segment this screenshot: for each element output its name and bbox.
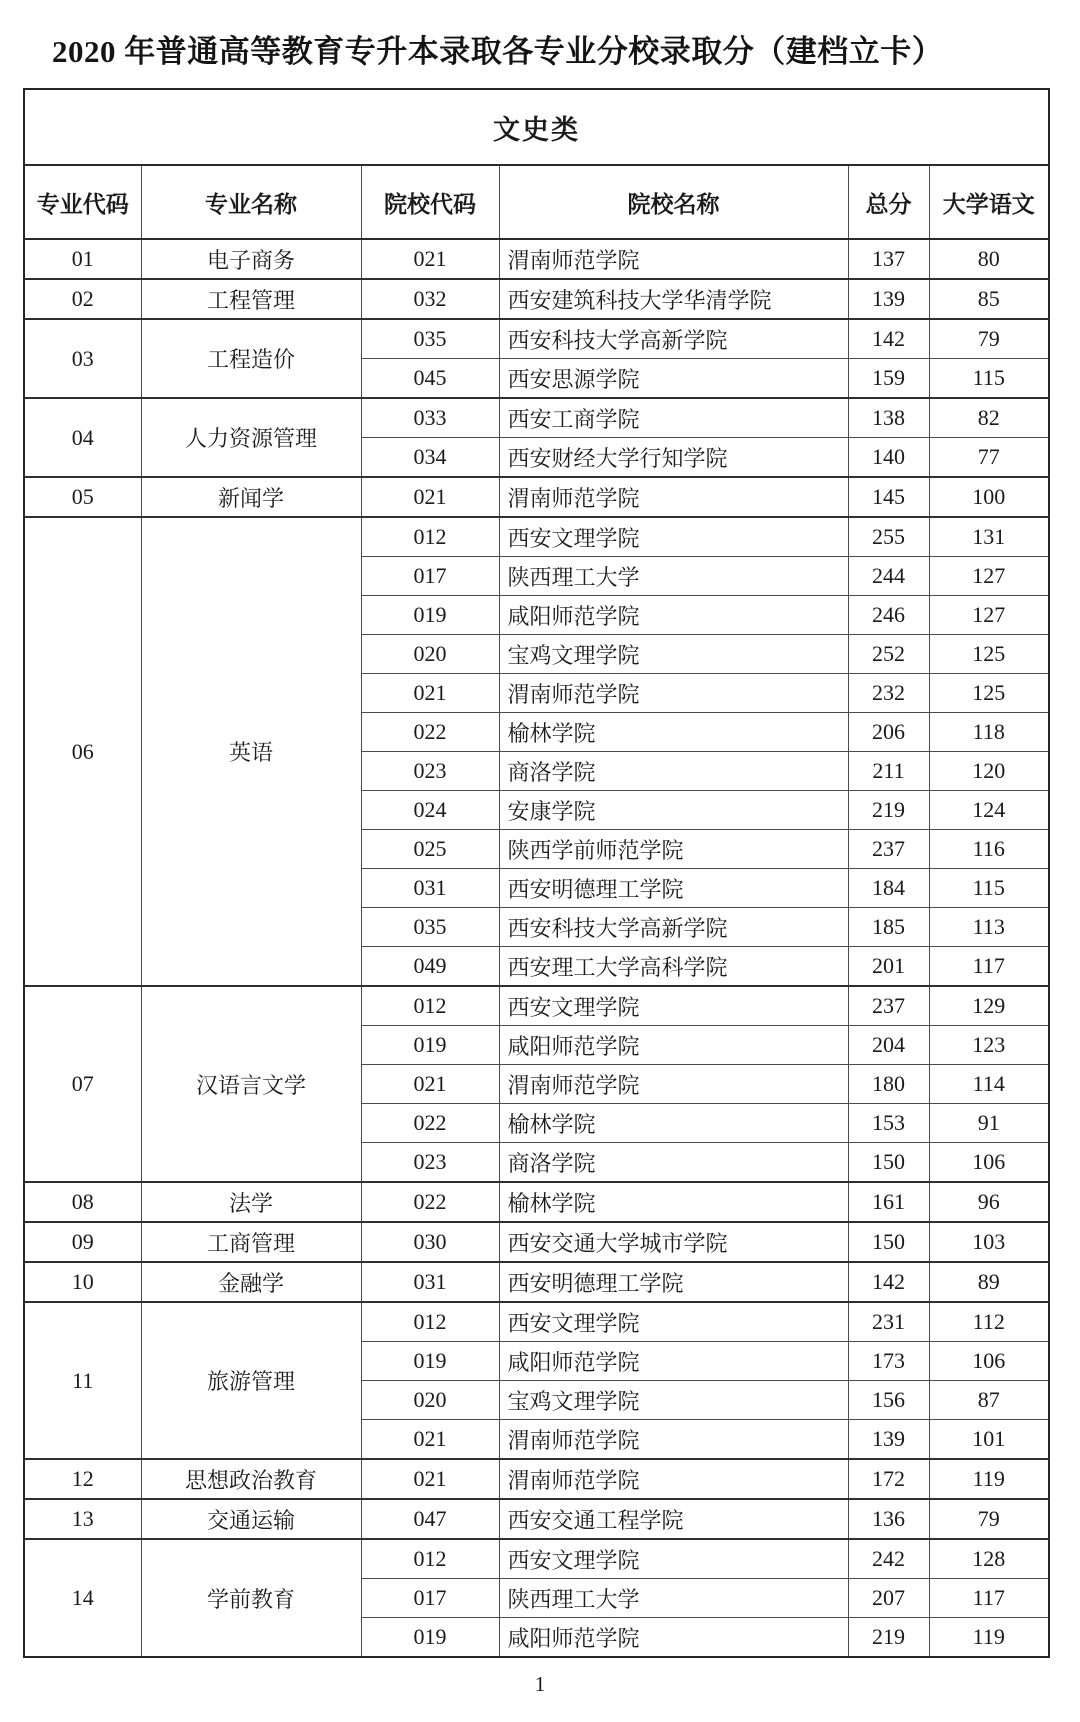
institution-code-cell: 019 (361, 1026, 499, 1065)
total-score-cell: 237 (848, 986, 929, 1026)
major-name-cell: 新闻学 (141, 477, 361, 517)
table-row (24, 279, 1049, 319)
institution-name-cell: 商洛学院 (499, 752, 848, 791)
total-score-cell: 184 (848, 869, 929, 908)
institution-code-cell: 020 (361, 1381, 499, 1420)
college-chinese-score-cell: 125 (929, 674, 1049, 713)
institution-name-cell: 西安财经大学行知学院 (499, 438, 848, 478)
table-row (24, 239, 1049, 279)
total-score-cell: 142 (848, 319, 929, 359)
institution-code-cell: 019 (361, 1618, 499, 1658)
institution-name-cell: 渭南师范学院 (499, 239, 848, 279)
institution-name-cell: 西安文理学院 (499, 517, 848, 557)
major-code-cell: 14 (24, 1539, 141, 1657)
institution-name-cell: 西安科技大学高新学院 (499, 319, 848, 359)
institution-code-cell: 025 (361, 830, 499, 869)
category-title: 文史类 (24, 89, 1049, 165)
total-score-cell: 242 (848, 1539, 929, 1579)
institution-name-cell: 西安文理学院 (499, 1539, 848, 1579)
institution-code-cell: 031 (361, 869, 499, 908)
institution-code-cell: 023 (361, 1143, 499, 1183)
major-code-cell: 07 (24, 986, 141, 1182)
major-name-cell: 学前教育 (141, 1539, 361, 1657)
institution-code-cell: 021 (361, 674, 499, 713)
total-score-cell: 219 (848, 791, 929, 830)
institution-name-cell: 咸阳师范学院 (499, 596, 848, 635)
institution-name-cell: 陕西理工大学 (499, 1579, 848, 1618)
institution-name-cell: 渭南师范学院 (499, 477, 848, 517)
page-title: 2020 年普通高等教育专升本录取各专业分校录取分（建档立卡） (52, 34, 944, 69)
college-chinese-score-cell: 127 (929, 557, 1049, 596)
total-score-cell: 255 (848, 517, 929, 557)
institution-code-cell: 030 (361, 1222, 499, 1262)
institution-name-cell: 榆林学院 (499, 1104, 848, 1143)
total-score-cell: 138 (848, 398, 929, 438)
col-header-college-chinese: 大学语文 (929, 165, 1049, 239)
major-code-cell: 09 (24, 1222, 141, 1262)
college-chinese-score-cell: 113 (929, 908, 1049, 947)
college-chinese-score-cell: 120 (929, 752, 1049, 791)
major-code-cell: 08 (24, 1182, 141, 1222)
institution-name-cell: 渭南师范学院 (499, 1065, 848, 1104)
major-name-cell: 工程管理 (141, 279, 361, 319)
institution-code-cell: 033 (361, 398, 499, 438)
major-code-cell: 01 (24, 239, 141, 279)
college-chinese-score-cell: 96 (929, 1182, 1049, 1222)
college-chinese-score-cell: 127 (929, 596, 1049, 635)
college-chinese-score-cell: 103 (929, 1222, 1049, 1262)
institution-name-cell: 西安理工大学高科学院 (499, 947, 848, 987)
college-chinese-score-cell: 118 (929, 713, 1049, 752)
institution-name-cell: 西安科技大学高新学院 (499, 908, 848, 947)
institution-code-cell: 017 (361, 1579, 499, 1618)
page-number: 1 (534, 1672, 546, 1696)
total-score-cell: 150 (848, 1143, 929, 1183)
table-row (24, 477, 1049, 517)
college-chinese-score-cell: 131 (929, 517, 1049, 557)
institution-code-cell: 047 (361, 1499, 499, 1539)
major-name-cell: 法学 (141, 1182, 361, 1222)
college-chinese-score-cell: 116 (929, 830, 1049, 869)
college-chinese-score-cell: 128 (929, 1539, 1049, 1579)
total-score-cell: 207 (848, 1579, 929, 1618)
institution-name-cell: 陕西学前师范学院 (499, 830, 848, 869)
total-score-cell: 206 (848, 713, 929, 752)
institution-name-cell: 西安交通大学城市学院 (499, 1222, 848, 1262)
total-score-cell: 246 (848, 596, 929, 635)
institution-code-cell: 019 (361, 596, 499, 635)
total-score-cell: 156 (848, 1381, 929, 1420)
institution-code-cell: 021 (361, 239, 499, 279)
table-row (24, 1539, 1049, 1579)
total-score-cell: 173 (848, 1342, 929, 1381)
table-row (24, 1182, 1049, 1222)
institution-code-cell: 049 (361, 947, 499, 987)
institution-code-cell: 020 (361, 635, 499, 674)
institution-code-cell: 012 (361, 1539, 499, 1579)
institution-code-cell: 019 (361, 1342, 499, 1381)
institution-code-cell: 022 (361, 1182, 499, 1222)
total-score-cell: 180 (848, 1065, 929, 1104)
major-code-cell: 02 (24, 279, 141, 319)
total-score-cell: 136 (848, 1499, 929, 1539)
major-name-cell: 英语 (141, 517, 361, 986)
college-chinese-score-cell: 79 (929, 1499, 1049, 1539)
institution-code-cell: 031 (361, 1262, 499, 1302)
table-row (24, 1262, 1049, 1302)
institution-code-cell: 021 (361, 1459, 499, 1499)
institution-code-cell: 032 (361, 279, 499, 319)
major-code-cell: 11 (24, 1302, 141, 1459)
major-name-cell: 金融学 (141, 1262, 361, 1302)
table-row (24, 1499, 1049, 1539)
total-score-cell: 140 (848, 438, 929, 478)
table-row (24, 517, 1049, 557)
total-score-cell: 137 (848, 239, 929, 279)
major-code-cell: 05 (24, 477, 141, 517)
college-chinese-score-cell: 106 (929, 1143, 1049, 1183)
college-chinese-score-cell: 115 (929, 359, 1049, 399)
institution-name-cell: 宝鸡文理学院 (499, 1381, 848, 1420)
college-chinese-score-cell: 77 (929, 438, 1049, 478)
col-header-total-score: 总分 (848, 165, 929, 239)
college-chinese-score-cell: 125 (929, 635, 1049, 674)
major-name-cell: 工程造价 (141, 319, 361, 398)
total-score-cell: 211 (848, 752, 929, 791)
institution-name-cell: 西安明德理工学院 (499, 869, 848, 908)
institution-code-cell: 035 (361, 908, 499, 947)
college-chinese-score-cell: 119 (929, 1618, 1049, 1658)
institution-name-cell: 西安交通工程学院 (499, 1499, 848, 1539)
institution-code-cell: 012 (361, 986, 499, 1026)
institution-name-cell: 榆林学院 (499, 713, 848, 752)
institution-name-cell: 西安明德理工学院 (499, 1262, 848, 1302)
table-row (24, 1222, 1049, 1262)
col-header-inst-name: 院校名称 (499, 165, 848, 239)
institution-code-cell: 022 (361, 1104, 499, 1143)
institution-name-cell: 陕西理工大学 (499, 557, 848, 596)
institution-code-cell: 024 (361, 791, 499, 830)
institution-name-cell: 榆林学院 (499, 1182, 848, 1222)
major-name-cell: 电子商务 (141, 239, 361, 279)
institution-name-cell: 西安工商学院 (499, 398, 848, 438)
total-score-cell: 237 (848, 830, 929, 869)
total-score-cell: 159 (848, 359, 929, 399)
total-score-cell: 244 (848, 557, 929, 596)
institution-code-cell: 022 (361, 713, 499, 752)
institution-code-cell: 035 (361, 319, 499, 359)
major-name-cell: 交通运输 (141, 1499, 361, 1539)
college-chinese-score-cell: 79 (929, 319, 1049, 359)
institution-code-cell: 012 (361, 1302, 499, 1342)
admission-scores-table (23, 88, 1050, 1658)
college-chinese-score-cell: 82 (929, 398, 1049, 438)
major-code-cell: 04 (24, 398, 141, 477)
institution-name-cell: 咸阳师范学院 (499, 1342, 848, 1381)
total-score-cell: 204 (848, 1026, 929, 1065)
college-chinese-score-cell: 101 (929, 1420, 1049, 1460)
table-row (24, 986, 1049, 1026)
major-name-cell: 思想政治教育 (141, 1459, 361, 1499)
total-score-cell: 232 (848, 674, 929, 713)
major-code-cell: 06 (24, 517, 141, 986)
total-score-cell: 172 (848, 1459, 929, 1499)
institution-name-cell: 渭南师范学院 (499, 1420, 848, 1460)
major-code-cell: 13 (24, 1499, 141, 1539)
table-row (24, 1302, 1049, 1342)
institution-name-cell: 渭南师范学院 (499, 1459, 848, 1499)
col-header-major-name: 专业名称 (141, 165, 361, 239)
col-header-inst-code: 院校代码 (361, 165, 499, 239)
institution-name-cell: 渭南师范学院 (499, 674, 848, 713)
college-chinese-score-cell: 115 (929, 869, 1049, 908)
institution-code-cell: 034 (361, 438, 499, 478)
college-chinese-score-cell: 114 (929, 1065, 1049, 1104)
college-chinese-score-cell: 80 (929, 239, 1049, 279)
total-score-cell: 153 (848, 1104, 929, 1143)
total-score-cell: 231 (848, 1302, 929, 1342)
total-score-cell: 252 (848, 635, 929, 674)
total-score-cell: 161 (848, 1182, 929, 1222)
major-code-cell: 10 (24, 1262, 141, 1302)
total-score-cell: 201 (848, 947, 929, 987)
institution-name-cell: 咸阳师范学院 (499, 1026, 848, 1065)
college-chinese-score-cell: 117 (929, 947, 1049, 987)
institution-name-cell: 咸阳师范学院 (499, 1618, 848, 1658)
institution-code-cell: 021 (361, 1420, 499, 1460)
table-row (24, 398, 1049, 438)
category-row (24, 89, 1049, 165)
institution-name-cell: 西安文理学院 (499, 986, 848, 1026)
major-name-cell: 人力资源管理 (141, 398, 361, 477)
college-chinese-score-cell: 112 (929, 1302, 1049, 1342)
col-header-major-code: 专业代码 (24, 165, 141, 239)
college-chinese-score-cell: 89 (929, 1262, 1049, 1302)
college-chinese-score-cell: 119 (929, 1459, 1049, 1499)
college-chinese-score-cell: 87 (929, 1381, 1049, 1420)
institution-name-cell: 西安建筑科技大学华清学院 (499, 279, 848, 319)
total-score-cell: 219 (848, 1618, 929, 1658)
college-chinese-score-cell: 124 (929, 791, 1049, 830)
major-name-cell: 汉语言文学 (141, 986, 361, 1182)
total-score-cell: 139 (848, 279, 929, 319)
institution-name-cell: 西安文理学院 (499, 1302, 848, 1342)
college-chinese-score-cell: 85 (929, 279, 1049, 319)
total-score-cell: 139 (848, 1420, 929, 1460)
total-score-cell: 185 (848, 908, 929, 947)
institution-code-cell: 045 (361, 359, 499, 399)
college-chinese-score-cell: 91 (929, 1104, 1049, 1143)
institution-code-cell: 023 (361, 752, 499, 791)
college-chinese-score-cell: 117 (929, 1579, 1049, 1618)
institution-name-cell: 安康学院 (499, 791, 848, 830)
college-chinese-score-cell: 106 (929, 1342, 1049, 1381)
institution-code-cell: 012 (361, 517, 499, 557)
major-name-cell: 工商管理 (141, 1222, 361, 1262)
total-score-cell: 142 (848, 1262, 929, 1302)
institution-name-cell: 商洛学院 (499, 1143, 848, 1183)
institution-name-cell: 西安思源学院 (499, 359, 848, 399)
total-score-cell: 150 (848, 1222, 929, 1262)
college-chinese-score-cell: 123 (929, 1026, 1049, 1065)
major-name-cell: 旅游管理 (141, 1302, 361, 1459)
institution-code-cell: 021 (361, 1065, 499, 1104)
table-row (24, 1459, 1049, 1499)
major-code-cell: 12 (24, 1459, 141, 1499)
college-chinese-score-cell: 129 (929, 986, 1049, 1026)
college-chinese-score-cell: 100 (929, 477, 1049, 517)
major-code-cell: 03 (24, 319, 141, 398)
institution-name-cell: 宝鸡文理学院 (499, 635, 848, 674)
total-score-cell: 145 (848, 477, 929, 517)
institution-code-cell: 021 (361, 477, 499, 517)
table-header-row (24, 165, 1049, 239)
institution-code-cell: 017 (361, 557, 499, 596)
table-row (24, 319, 1049, 359)
